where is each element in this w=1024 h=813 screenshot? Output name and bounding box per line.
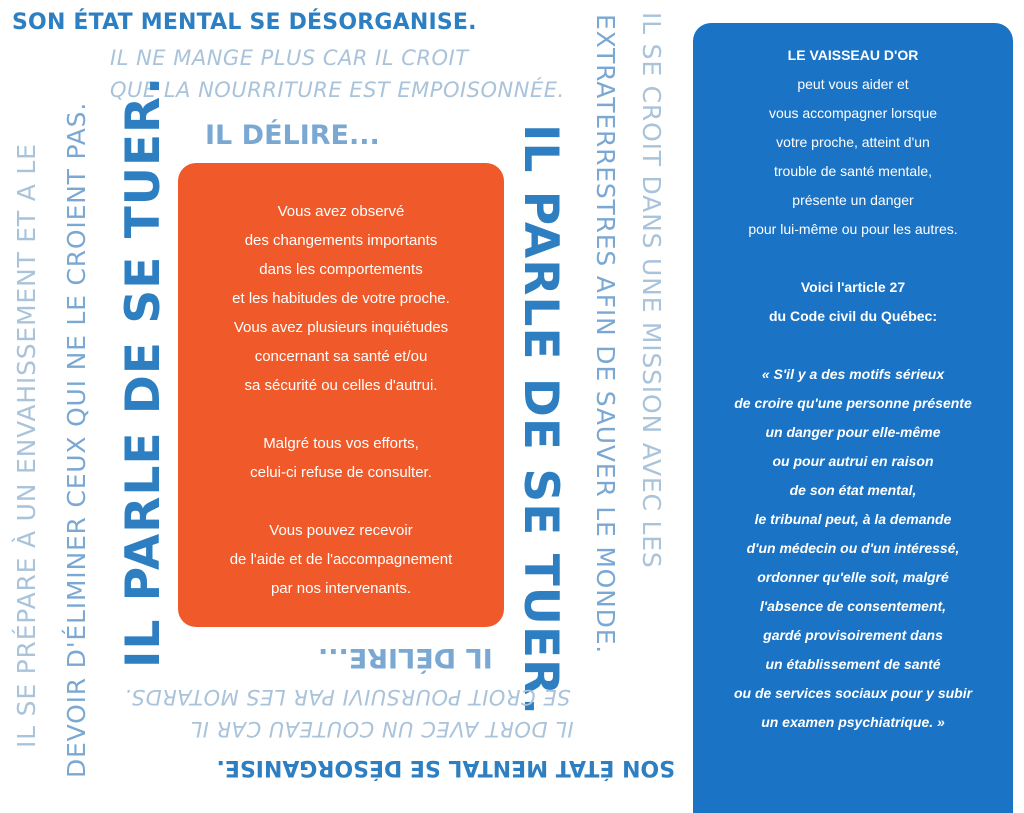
quote-line: d'un médecin ou d'un intéressé,	[746, 540, 960, 556]
orange-paragraph-2	[178, 429, 504, 487]
orange-paragraph-1	[178, 197, 504, 400]
suicide-left: IL PARLE DE SE TUER.	[116, 76, 171, 668]
orange-info-card	[178, 163, 504, 627]
quote-line: de son état mental,	[789, 482, 917, 498]
motards-line-1: IL DORT AVEC UN COUTEAU CAR IL	[190, 717, 574, 741]
orange-line: dans les comportements	[259, 261, 423, 278]
blue-info-panel	[693, 23, 1013, 813]
article-line: du Code civil du Québec:	[768, 308, 938, 324]
orange-line: concernant sa santé et/ou	[254, 348, 428, 365]
quote-line: un examen psychiatrique. »	[761, 714, 945, 730]
quote-line: ou pour autrui en raison	[772, 453, 934, 469]
orange-line: et les habitudes de votre proche.	[232, 290, 450, 307]
orange-line: Vous pouvez recevoir	[269, 522, 413, 539]
quote-line: le tribunal peut, à la demande	[754, 511, 952, 527]
left-inner-line: DEVOIR D'ÉLIMINER CEUX QUI NE LE CROIENT PAS.	[62, 101, 91, 778]
quote-line: un danger pour elle-même	[765, 424, 941, 440]
delire-bottom: IL DÉLIRE...	[318, 642, 493, 673]
orange-paragraph-3	[178, 516, 504, 603]
motards-line-2: SE CROIT POURSUIVI PAR LES MOTARDS.	[124, 685, 571, 709]
quote-line: « S'il y a des motifs sérieux	[761, 366, 945, 382]
intro-line: vous accompagner lorsque	[768, 105, 938, 121]
suicide-right: IL PARLE DE SE TUER.	[513, 124, 568, 716]
quote-line: ordonner qu'elle soit, malgré	[757, 569, 949, 585]
orange-line: de l'aide et de l'accompagnement	[229, 551, 453, 568]
food-line-1: IL NE MANGE PLUS CAR IL CROIT	[110, 46, 469, 70]
intro-line: présente un danger	[792, 192, 914, 208]
orange-line: des changements importants	[244, 232, 438, 249]
right-inner-line: EXTRATERRESTRES AFIN DE SAUVER LE MONDE.	[591, 14, 620, 655]
left-outer-line: IL SE PRÉPARE À UN ENVAHISSEMENT ET A LE	[12, 143, 41, 748]
article-line: Voici l'article 27	[800, 279, 906, 295]
orange-line: Malgré tous vos efforts,	[263, 435, 419, 452]
orange-line: celui-ci refuse de consulter.	[250, 464, 432, 481]
orange-line: Vous avez plusieurs inquiétudes	[233, 319, 449, 336]
headline-bottom: SON ÉTAT MENTAL SE DÉSORGANISE.	[216, 755, 675, 780]
quote-line: de croire qu'une personne présente	[734, 395, 972, 411]
quote-line: ou de services sociaux pour y subir	[733, 685, 973, 701]
quote-line: un établissement de santé	[765, 656, 941, 672]
panel-title: LE VAISSEAU D'OR	[787, 47, 919, 63]
food-line-2: QUE LA NOURRITURE EST EMPOISONNÉE.	[110, 78, 565, 102]
intro-line: pour lui-même ou pour les autres.	[748, 221, 958, 237]
intro-line: peut vous aider et	[797, 76, 909, 92]
orange-line: par nos intervenants.	[270, 580, 412, 597]
orange-line: sa sécurité ou celles d'autrui.	[244, 377, 438, 394]
quote-line: l'absence de consentement,	[759, 598, 947, 614]
right-outer-line: IL SE CROIT DANS UNE MISSION AVEC LES	[637, 12, 666, 569]
intro-line: votre proche, atteint d'un	[776, 134, 930, 150]
delire-top: IL DÉLIRE...	[205, 120, 380, 151]
orange-line: Vous avez observé	[277, 203, 405, 220]
intro-line: trouble de santé mentale,	[774, 163, 932, 179]
headline-top: SON ÉTAT MENTAL SE DÉSORGANISE.	[12, 10, 477, 35]
quote-line: gardé provisoirement dans	[763, 627, 943, 643]
